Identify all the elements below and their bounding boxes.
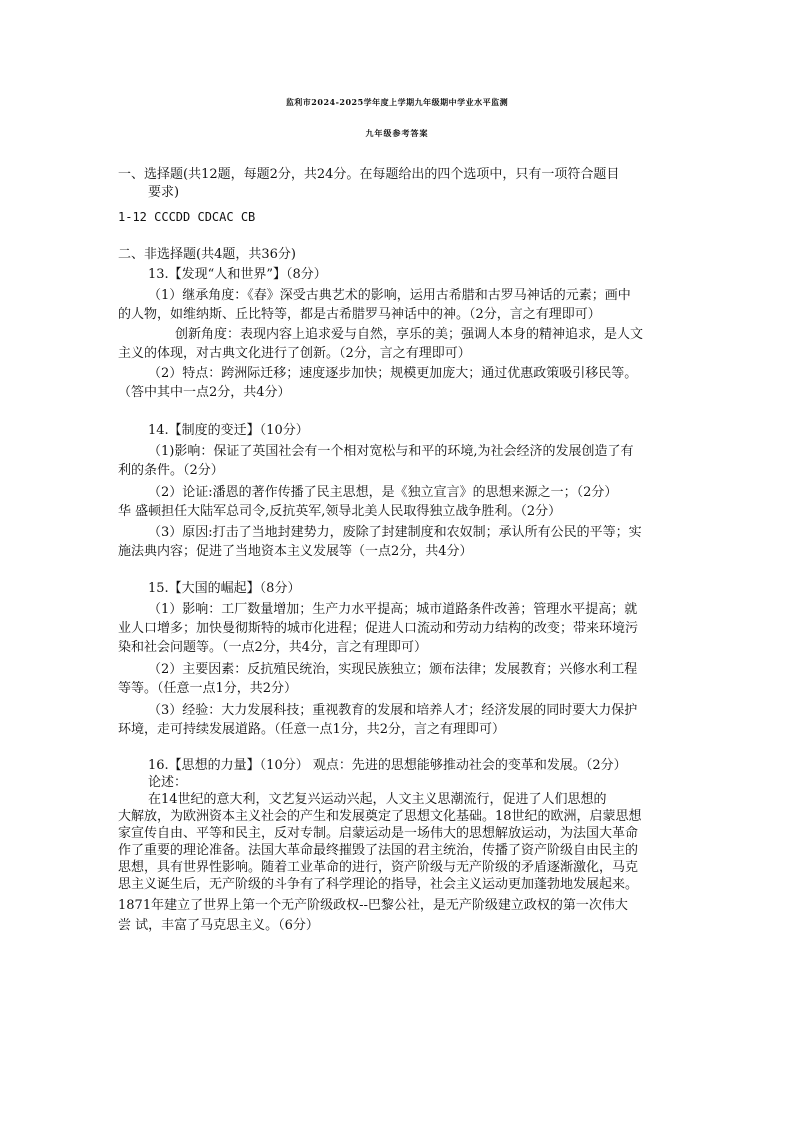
q16-line: 作了重要的理论准备。法国大革命最终摧毁了法国的君主统治，传播了资产阶级自由民主的: [118, 843, 639, 858]
q15-line: （2）主要因素：反抗殖民统治，实现民族独立；颁布法律；发展教育；兴修水利工程: [148, 662, 638, 677]
q15-line: （3）经验：大力发展科技；重视教育的发展和培养人才；经济发展的同时要大力保护: [148, 703, 638, 718]
q16-line: 论述：: [148, 775, 188, 790]
document-title: 监利市2024-2025学年度上学期九年级期中学业水平监测: [285, 97, 509, 107]
q14-line: （1)影响：保证了英国社会有一个相对宽松与和平的环境,为社会经济的发展创造了有: [148, 444, 634, 459]
part1-heading-cont: 要求): [148, 185, 180, 200]
q16-line: 1871年建立了世界上第一个无产阶级政权--巴黎公社，是无产阶级建立政权的第一次伟大: [118, 898, 628, 913]
q16-line: 尝 试，丰富了马克思主义。（6分）: [118, 918, 319, 933]
part2-heading: 二、非选择题(共4题，共36分): [118, 247, 296, 262]
q15-line: 业人口增多；加快曼彻斯特的城市化进程；促进人口流动和劳动力结构的改变；带来环境污: [118, 621, 639, 636]
part1-heading: 一、选择题(共12题，每题2分，共24分。在每题给出的四个选项中，只有一项符合题目: [118, 167, 620, 182]
q13-line: （答中其中一点2分，共4分）: [118, 385, 291, 400]
q14-line: （2）论证:潘恩的著作传播了民主思想，是《独立宣言》的思想来源之一；（2分）: [148, 485, 618, 500]
q16-line: 思主义诞生后，无产阶级的斗争有了科学理论的指导，社会主义运动更加蓬勃地发展起来。: [118, 877, 639, 892]
q15-line: 环境，走可持续发展道路。（任意一点1分，共2分，言之有理即可）: [118, 722, 506, 737]
q15-line: （1）影响：工厂数量增加；生产力水平提高；城市道路条件改善；管理水平提高；就: [148, 602, 638, 617]
q16-line: 大解放，为欧洲资本主义社会的产生和发展奠定了思想文化基础。18世纪的欧洲，启蒙思想: [118, 809, 642, 824]
q14-title: 14.【制度的变迁】（10分）: [148, 423, 309, 438]
choice-answers: 1-12 CCCDD CDCAC CB: [118, 210, 256, 224]
q13-line: 创新角度：表现内容上追求爱与自然，享乐的美；强调人本身的精神追求，是人文: [175, 327, 644, 342]
q15-line: 染和社会问题等。（一点2分，共4分，言之有理即可）: [118, 640, 428, 655]
q13-line: 的人物，如维纳斯、丘比特等，都是古希腊罗马神话中的神。（2分，言之有理即可）: [118, 307, 601, 322]
q14-line: 利的条件。（2分）: [118, 463, 224, 478]
q13-title: 13.【发现“人和世界”】（8分）: [148, 267, 327, 282]
document-subtitle: 九年级参考答案: [365, 128, 429, 138]
q13-line: （2）特点：跨洲际迁移；速度逐步加快；规模更加庞大；通过优惠政策吸引移民等。: [148, 366, 638, 381]
q15-title: 15.【大国的崛起】（8分）: [148, 581, 301, 596]
q14-line: （3）原因:打击了当地封建势力，废除了封建制度和农奴制；承认所有公民的平等；实: [148, 525, 642, 540]
q16-line: 在14世纪的意大利，文艺复兴运动兴起，人文主义思潮流行，促进了人们思想的: [148, 792, 607, 807]
q15-line: 等等。（任意一点1分，共2分）: [118, 681, 298, 696]
q16-line: 思想，具有世界性影响。随着工业革命的进行，资产阶级与无产阶级的矛盾逐渐激化，马克: [118, 860, 639, 875]
q14-line: 华 盛顿担任大陆军总司令,反抗英军,领导北美人民取得独立战争胜利。（2分）: [118, 504, 562, 519]
q16-title: 16.【思想的力量】（10分） 观点：先进的思想能够推动社会的变革和发展。（2分）: [148, 758, 627, 773]
q13-line: 主义的体现，对古典文化进行了创新。（2分，言之有理即可）: [118, 346, 471, 361]
q14-line: 施法典内容；促进了当地资本主义发展等（一点2分，共4分）: [118, 544, 473, 559]
q13-line: （1）继承角度：《春》深受古典艺术的影响，运用古希腊和古罗马神话的元素；画中: [148, 288, 631, 303]
q16-line: 家宣传自由、平等和民主，反对专制。启蒙运动是一场伟大的思想解放运动，为法国大革命: [118, 826, 639, 841]
